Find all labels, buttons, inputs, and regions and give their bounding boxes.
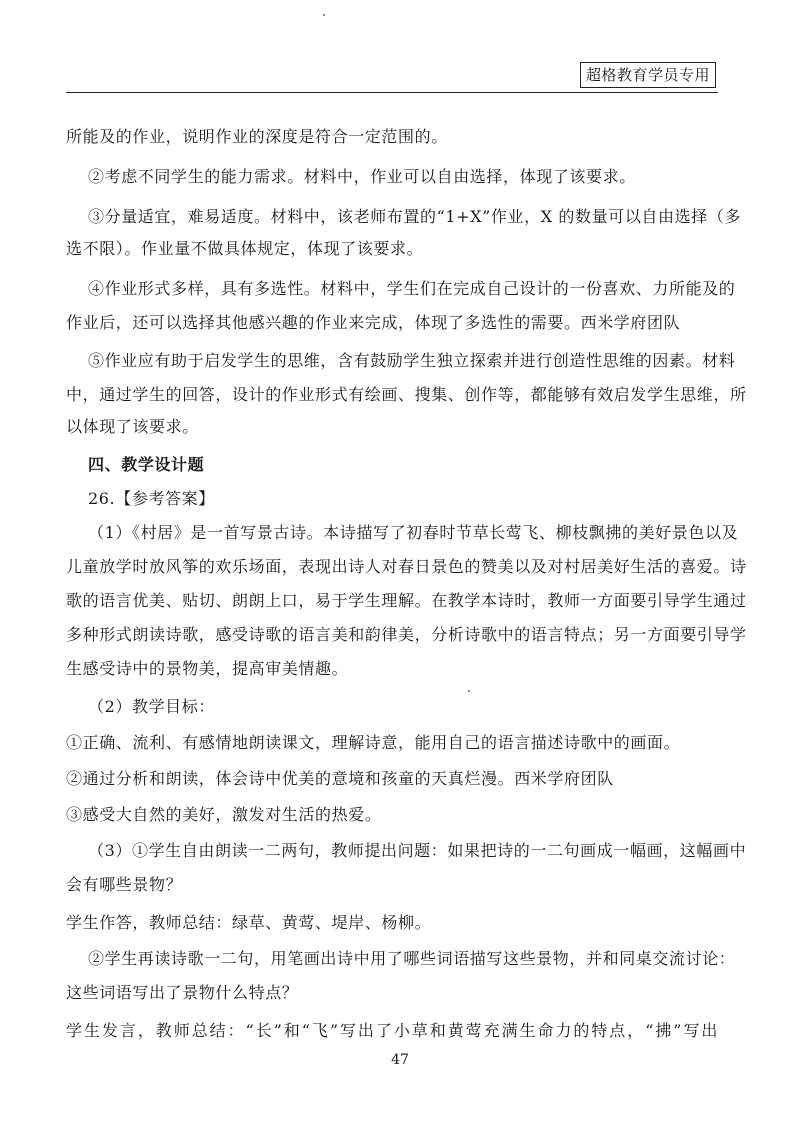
page-number: 47 xyxy=(391,1052,409,1068)
header-label-box: 超格教育学员专用 xyxy=(580,62,716,88)
text-line: （1）《村居》是一首写景古诗。本诗描写了初春时节草长莺飞、柳枝飘拂的美好景色以及 xyxy=(88,523,739,542)
text-line: 选不限）。作业量不做具体规定，体现了该要求。 xyxy=(66,239,424,258)
text-line: （2）教学目标： xyxy=(88,697,215,716)
text-line: 学生作答，教师总结：绿草、黄莺、堤岸、杨柳。 xyxy=(66,913,432,932)
text-line: 作业后，还可以选择其他感兴趣的作业来完成，体现了多选性的需要。西米学府团队 xyxy=(66,313,681,332)
scan-speck xyxy=(323,14,325,16)
text-line: ③感受大自然的美好，激发对生活的热爱。 xyxy=(66,805,382,824)
text-line: 生感受诗中的景物美，提高审美情趣。 xyxy=(66,659,349,678)
text-line: 歌的语言优美、贴切、朗朗上口，易于学生理解。在教学本诗时，教师一方面要引导学生通过 xyxy=(66,591,747,610)
text-line: ②通过分析和朗读，体会诗中优美的意境和孩童的天真烂漫。西米学府团队 xyxy=(66,769,614,788)
text-line: ①正确、流利、有感情地朗读课文，理解诗意，能用自己的语言描述诗歌中的画面。 xyxy=(66,733,681,752)
text-line: （3）①学生自由朗读一二两句，教师提出问题：如果把诗的一二句画成一幅画，这幅画中 xyxy=(88,841,747,860)
scan-speck xyxy=(468,690,470,692)
text-line: ③分量适宜，难易适度。材料中，该老师布置的“1+X”作业，X 的数量可以自由选择（多 xyxy=(88,207,742,226)
answer-heading: 26.【参考答案】 xyxy=(88,489,215,508)
text-line: 儿童放学时放风筝的欢乐场面，表现出诗人对春日景色的赞美以及对村居美好生活的喜爱。诗 xyxy=(66,557,747,576)
text-line: ②考虑不同学生的能力需求。材料中，作业可以自由选择，体现了该要求。 xyxy=(88,167,636,186)
text-line: ④作业形式多样，具有多选性。材料中，学生们在完成自己设计的一份喜欢、力所能及的 xyxy=(88,279,736,298)
section-heading: 四、教学设计题 xyxy=(88,455,205,474)
text-line: 中，通过学生的回答，设计的作业形式有绘画、搜集、创作等，都能够有效启发学生思维，所 xyxy=(66,385,747,404)
text-line: 多种形式朗读诗歌，感受诗歌的语言美和韵律美，分析诗歌中的语言特点；另一方面要引导学 xyxy=(66,625,747,644)
text-line: 以体现了该要求。 xyxy=(66,417,199,436)
text-line: 所能及的作业，说明作业的深度是符合一定范围的。 xyxy=(66,127,448,146)
text-line: 学生发言，教师总结：“长”和“飞”写出了小草和黄莺充满生命力的特点，“拂”写出 xyxy=(66,1021,718,1040)
text-line: 会有哪些景物？ xyxy=(66,875,183,894)
header-rule xyxy=(66,92,718,93)
text-line: ⑤作业应有助于启发学生的思维，含有鼓励学生独立探索并进行创造性思维的因素。材料 xyxy=(88,351,736,370)
text-line: 这些词语写出了景物什么特点？ xyxy=(66,983,299,1002)
text-line: ②学生再读诗歌一二句，用笔画出诗中用了哪些词语描写这些景物，并和同桌交流讨论： xyxy=(88,949,736,968)
